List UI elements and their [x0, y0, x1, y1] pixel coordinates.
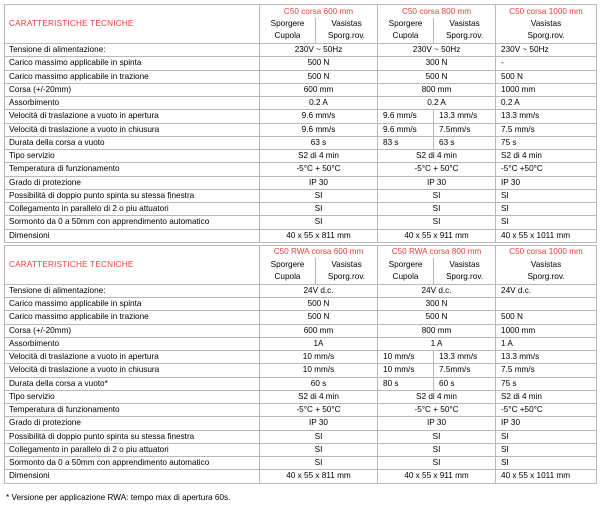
- row-label: Durata della corsa a vuoto: [5, 136, 260, 149]
- row-label: Velocità di traslazione a vuoto in apertura: [5, 351, 260, 364]
- row-label: Grado di protezione: [5, 176, 260, 189]
- row-value-model2: SI: [378, 430, 496, 443]
- table-row: [5, 70, 597, 83]
- row-value-model2-col2: 7.5mm/s: [434, 123, 496, 136]
- row-label: Dimensioni: [5, 229, 260, 242]
- row-value-model1: 600 mm: [260, 83, 378, 96]
- row-label: Tipo servizio: [5, 390, 260, 403]
- table-row: [5, 44, 597, 57]
- row-value-model3: 7.5 mm/s: [496, 364, 597, 377]
- subcol-5a-spacer: Cupola: [378, 271, 434, 284]
- table-row: [5, 229, 597, 242]
- row-value-model2: 300 N: [378, 57, 496, 70]
- row-label: Carico massimo applicabile in trazione: [5, 311, 260, 324]
- row-value-model1: SI: [260, 189, 378, 202]
- table-row: [5, 83, 597, 96]
- row-value-model2-col2: 63 s: [434, 136, 496, 149]
- model-header-6: C50 corsa 1000 mm: [496, 245, 597, 258]
- table-row: [5, 284, 597, 297]
- row-value-model3: IP 30: [496, 176, 597, 189]
- row-value-model2: 0.2 A: [378, 97, 496, 110]
- row-value-model3: S2 di 4 min: [496, 390, 597, 403]
- row-label: Sormonto da 0 a 50mm con apprendimento automatico: [5, 457, 260, 470]
- row-value-model2: -5°C + 50°C: [378, 404, 496, 417]
- row-value-model3: -: [496, 57, 597, 70]
- row-value-model2: SI: [378, 443, 496, 456]
- spec-table-c50-body: [5, 5, 597, 243]
- row-label: Carico massimo applicabile in spinta: [5, 57, 260, 70]
- table-row: [5, 97, 597, 110]
- row-value-model1: 500 N: [260, 298, 378, 311]
- table-row: [5, 110, 597, 123]
- row-value-model2: 230V ~ 50Hz: [378, 44, 496, 57]
- row-label: Velocità di traslazione a vuoto in chiusura: [5, 123, 260, 136]
- row-label: Collegamento in parallelo di 2 o piu attuatori: [5, 443, 260, 456]
- row-value-model2: IP 30: [378, 176, 496, 189]
- spec-table-c50: [4, 4, 597, 243]
- subcol-6a-line1: Vasistas: [496, 258, 597, 271]
- table-row: [5, 430, 597, 443]
- table-row: [5, 163, 597, 176]
- row-label: Corsa (+/-20mm): [5, 324, 260, 337]
- row-label: Dimensioni: [5, 470, 260, 483]
- row-value-model3: 1000 mm: [496, 324, 597, 337]
- subcol-3a-line1: Vasistas: [496, 18, 597, 31]
- row-value-model2: SI: [378, 203, 496, 216]
- row-value-model2-col1: 9.6 mm/s: [378, 110, 434, 123]
- row-value-model2: SI: [378, 216, 496, 229]
- row-value-model2: 40 x 55 x 911 mm: [378, 229, 496, 242]
- row-value-model1: 500 N: [260, 70, 378, 83]
- row-value-model1: S2 di 4 min: [260, 390, 378, 403]
- row-value-model1: -5°C + 50°C: [260, 163, 378, 176]
- row-value-model1: SI: [260, 443, 378, 456]
- row-value-model1: 230V ~ 50Hz: [260, 44, 378, 57]
- row-label: Temperatura di funzionamento: [5, 404, 260, 417]
- row-label: Velocità di traslazione a vuoto in apertura: [5, 110, 260, 123]
- row-value-model2-col1: 80 s: [378, 377, 434, 390]
- row-value-model3: SI: [496, 203, 597, 216]
- row-label: Collegamento in parallelo di 2 o piu attuatori: [5, 203, 260, 216]
- subcol-2b-spacer: Sporg.rov.: [434, 31, 496, 44]
- table-row: [5, 377, 597, 390]
- row-value-model3: 75 s: [496, 377, 597, 390]
- row-value-model3: 7.5 mm/s: [496, 123, 597, 136]
- row-value-model2: 300 N: [378, 298, 496, 311]
- subcol-1a-spacer: Cupola: [260, 31, 316, 44]
- row-value-model2: S2 di 4 min: [378, 390, 496, 403]
- subcol-4b-line1: Vasistas: [316, 258, 378, 271]
- subcol-3a-spacer: Sporg.rov.: [496, 31, 597, 44]
- row-value-model3: -5°C +50°C: [496, 404, 597, 417]
- row-value-model3: 1 A: [496, 337, 597, 350]
- row-value-model3: 0.2 A: [496, 97, 597, 110]
- row-value-model3: 75 s: [496, 136, 597, 149]
- table-row: [5, 337, 597, 350]
- table-row: [5, 57, 597, 70]
- table-row: [5, 216, 597, 229]
- footnote: * Versione per applicazione RWA: tempo max di apertura 60s.: [6, 492, 231, 502]
- subcol-2a-line1: Sporgere: [378, 18, 434, 31]
- row-value-model3: 1000 mm: [496, 83, 597, 96]
- subcol-6a-spacer: Sporg.rov.: [496, 271, 597, 284]
- subcol-5b-line1: Vasistas: [434, 258, 496, 271]
- row-value-model1: 1A: [260, 337, 378, 350]
- row-label: Tipo servizio: [5, 150, 260, 163]
- table-row: [5, 404, 597, 417]
- spec-table-c50-rwa-body: [5, 245, 597, 483]
- table-row: [5, 176, 597, 189]
- row-value-model3: S2 di 4 min: [496, 150, 597, 163]
- row-value-model2: SI: [378, 189, 496, 202]
- row-value-model2-col1: 10 mm/s: [378, 364, 434, 377]
- table-row: [5, 189, 597, 202]
- subcol-2a-spacer: Cupola: [378, 31, 434, 44]
- table-row: [5, 390, 597, 403]
- row-label: Temperatura di funzionamento: [5, 163, 260, 176]
- row-value-model3: 13.3 mm/s: [496, 110, 597, 123]
- row-value-model1: -5°C + 50°C: [260, 404, 378, 417]
- row-value-model2-col2: 60 s: [434, 377, 496, 390]
- subcol-1b-spacer: Sporg.rov.: [316, 31, 378, 44]
- row-value-model1: SI: [260, 216, 378, 229]
- model-header-3: C50 corsa 1000 mm: [496, 5, 597, 18]
- spec-table-c50-rwa: [4, 245, 597, 484]
- row-value-model1: 500 N: [260, 311, 378, 324]
- row-value-model1: IP 30: [260, 417, 378, 430]
- table-row: [5, 364, 597, 377]
- row-value-model2: S2 di 4 min: [378, 150, 496, 163]
- row-value-model2: 800 mm: [378, 324, 496, 337]
- row-value-model2-col2: 7.5mm/s: [434, 364, 496, 377]
- table-row: [5, 457, 597, 470]
- row-value-model2: 800 mm: [378, 83, 496, 96]
- table-row: [5, 123, 597, 136]
- table-row: [5, 298, 597, 311]
- row-value-model3: 40 x 55 x 1011 mm: [496, 470, 597, 483]
- row-label: Carico massimo applicabile in trazione: [5, 70, 260, 83]
- row-value-model2: 24V d.c.: [378, 284, 496, 297]
- table-row: [5, 417, 597, 430]
- row-label: Possibilità di doppio punto spinta su stessa finestra: [5, 189, 260, 202]
- row-value-model3: 500 N: [496, 311, 597, 324]
- row-value-model3: 24V d.c.: [496, 284, 597, 297]
- row-value-model1: 9.6 mm/s: [260, 123, 378, 136]
- row-value-model1: 63 s: [260, 136, 378, 149]
- row-value-model2: -5°C + 50°C: [378, 163, 496, 176]
- row-value-model1: 10 mm/s: [260, 364, 378, 377]
- row-value-model3: [496, 298, 597, 311]
- table-row: [5, 324, 597, 337]
- row-label: Grado di protezione: [5, 417, 260, 430]
- row-value-model3: SI: [496, 457, 597, 470]
- table-row: [5, 311, 597, 324]
- table-row: [5, 443, 597, 456]
- table-row: [5, 470, 597, 483]
- row-value-model2: 500 N: [378, 311, 496, 324]
- model-header-5: C50 RWA corsa 800 mm: [378, 245, 496, 258]
- row-value-model2: 1 A: [378, 337, 496, 350]
- subcol-4b-spacer: Sporg.rov.: [316, 271, 378, 284]
- row-value-model2: 500 N: [378, 70, 496, 83]
- row-value-model1: IP 30: [260, 176, 378, 189]
- row-value-model3: 40 x 55 x 1011 mm: [496, 229, 597, 242]
- header-row-models-2: [5, 245, 597, 258]
- row-value-model2-col1: 83 s: [378, 136, 434, 149]
- subcol-5a-line1: Sporgere: [378, 258, 434, 271]
- model-header-2: C50 corsa 800 mm: [378, 5, 496, 18]
- table-row: [5, 136, 597, 149]
- row-value-model1: SI: [260, 203, 378, 216]
- table-row: [5, 351, 597, 364]
- row-value-model2-col2: 13.3 mm/s: [434, 351, 496, 364]
- subcol-1b-line1: Vasistas: [316, 18, 378, 31]
- row-value-model3: 230V ~ 50Hz: [496, 44, 597, 57]
- row-value-model1: 500 N: [260, 57, 378, 70]
- row-value-model3: IP 30: [496, 417, 597, 430]
- row-value-model2: SI: [378, 457, 496, 470]
- row-label: Carico massimo applicabile in spinta: [5, 298, 260, 311]
- row-value-model3: 500 N: [496, 70, 597, 83]
- row-label: Corsa (+/-20mm): [5, 83, 260, 96]
- row-value-model1: 10 mm/s: [260, 351, 378, 364]
- row-value-model1: 40 x 55 x 811 mm: [260, 229, 378, 242]
- subcol-4a-line1: Sporgere: [260, 258, 316, 271]
- row-label: Sormonto da 0 a 50mm con apprendimento automatico: [5, 216, 260, 229]
- row-value-model1: SI: [260, 457, 378, 470]
- row-label: Durata della corsa a vuoto*: [5, 377, 260, 390]
- row-value-model1: 600 mm: [260, 324, 378, 337]
- row-value-model3: SI: [496, 430, 597, 443]
- model-header-1: C50 corsa 600 mm: [260, 5, 378, 18]
- row-value-model3: SI: [496, 216, 597, 229]
- row-value-model1: 40 x 55 x 811 mm: [260, 470, 378, 483]
- table-row: [5, 150, 597, 163]
- row-label: Velocità di traslazione a vuoto in chiusura: [5, 364, 260, 377]
- row-value-model3: SI: [496, 189, 597, 202]
- table-title: CARATTERISTICHE TECNICHE: [5, 5, 260, 44]
- row-label: Assorbimento: [5, 337, 260, 350]
- row-value-model1: 0.2 A: [260, 97, 378, 110]
- row-value-model1: 60 s: [260, 377, 378, 390]
- row-value-model1: 9.6 mm/s: [260, 110, 378, 123]
- row-value-model2: 40 x 55 x 911 mm: [378, 470, 496, 483]
- row-value-model3: -5°C +50°C: [496, 163, 597, 176]
- row-label: Possibilità di doppio punto spinta su stessa finestra: [5, 430, 260, 443]
- header-row-models: [5, 5, 597, 18]
- row-value-model2-col2: 13.3 mm/s: [434, 110, 496, 123]
- row-value-model2-col1: 9.6 mm/s: [378, 123, 434, 136]
- table-title-2: CARATTERISTICHE TECNICHE: [5, 245, 260, 284]
- model-header-4: C50 RWA corsa 600 mm: [260, 245, 378, 258]
- subcol-2b-line1: Vasistas: [434, 18, 496, 31]
- row-value-model1: 24V d.c.: [260, 284, 378, 297]
- row-label: Tensione di alimentazione:: [5, 284, 260, 297]
- row-value-model1: SI: [260, 430, 378, 443]
- spec-sheet-page: [0, 4, 600, 509]
- row-label: Tensione di alimentazione:: [5, 44, 260, 57]
- table-row: [5, 203, 597, 216]
- row-label: Assorbimento: [5, 97, 260, 110]
- subcol-4a-spacer: Cupola: [260, 271, 316, 284]
- row-value-model2-col1: 10 mm/s: [378, 351, 434, 364]
- row-value-model3: SI: [496, 443, 597, 456]
- subcol-1a-line1: Sporgere: [260, 18, 316, 31]
- row-value-model2: IP 30: [378, 417, 496, 430]
- row-value-model1: S2 di 4 min: [260, 150, 378, 163]
- row-value-model3: 13.3 mm/s: [496, 351, 597, 364]
- subcol-5b-spacer: Sporg.rov.: [434, 271, 496, 284]
